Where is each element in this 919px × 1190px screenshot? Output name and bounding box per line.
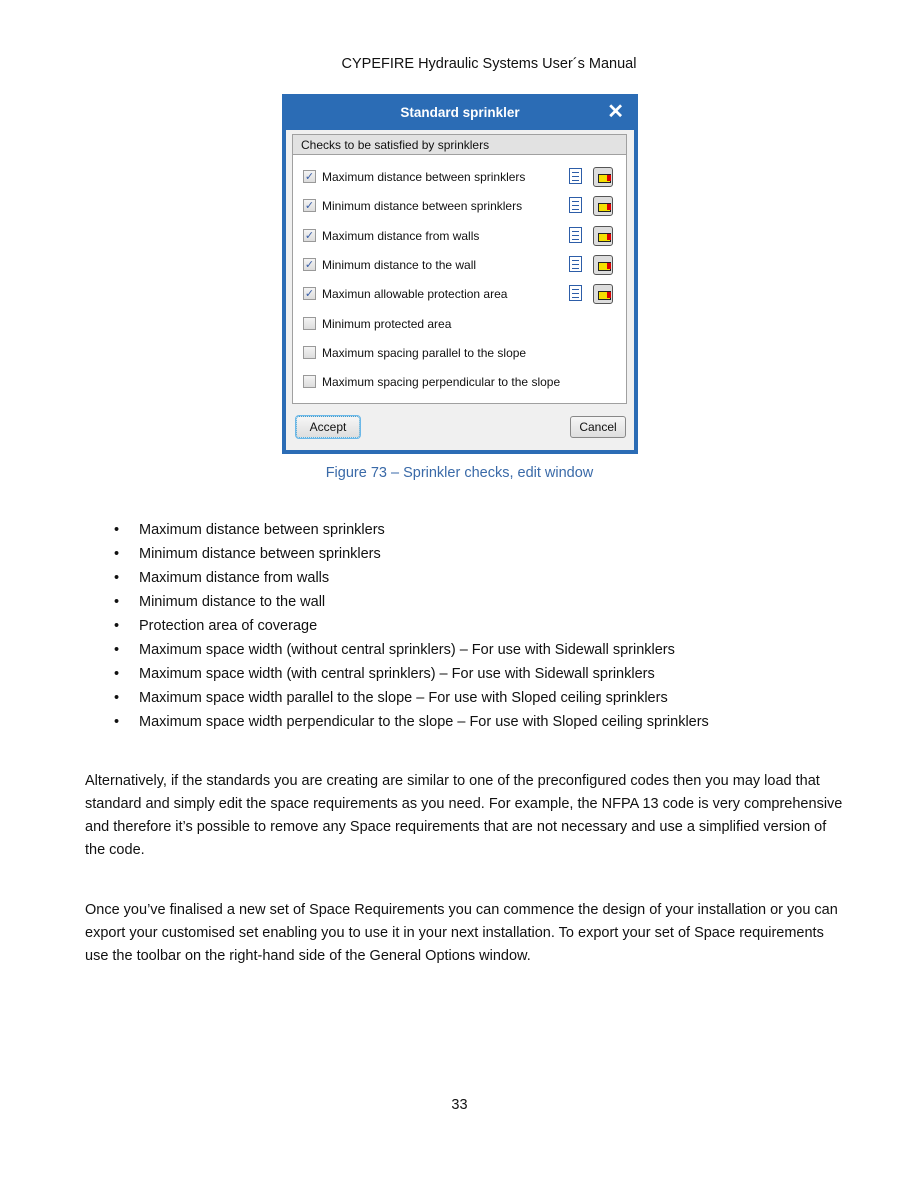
paragraph: Alternatively, if the standards you are creating are similar to one of the preconfigured codes then you may load that standard and simply edit the space requirements as you need. For example, the NFPA 13 code is very comprehensive and therefore it’s possible to remove any Space requirements that are not necessary and use a simplified version of the code. xyxy=(85,773,843,858)
bullet-icon: • xyxy=(114,618,120,634)
check-row xyxy=(303,196,623,216)
edit-icon[interactable] xyxy=(593,284,613,304)
bullet-icon: • xyxy=(114,642,120,658)
checkbox[interactable] xyxy=(303,346,316,359)
list-item-text: Minimum distance between sprinklers xyxy=(139,546,381,562)
document-icon[interactable] xyxy=(569,197,582,213)
document-icon[interactable] xyxy=(569,285,582,301)
check-row xyxy=(303,372,623,392)
paragraph: Once you’ve finalised a new set of Space Requirements you can commence the design of your installation or you can export your customised set enabling you to use it in your next installation. To export your set of Space requirements use the toolbar on the right-hand side of the General Options window. xyxy=(85,902,838,964)
list-item-text: Maximum distance between sprinklers xyxy=(139,522,385,538)
bullet-icon: • xyxy=(114,594,120,610)
document-icon[interactable] xyxy=(569,168,582,184)
checks-group xyxy=(292,134,627,404)
checkbox[interactable]: ✓ xyxy=(304,258,315,271)
check-label[interactable]: Maximum distance from walls xyxy=(322,228,480,243)
check-label[interactable]: Maximum spacing parallel to the slope xyxy=(322,345,527,360)
check-label[interactable]: Minimum distance between sprinklers xyxy=(322,199,523,214)
list-item-text: Maximum space width (without central sprinklers) – For use with Sidewall sprinklers xyxy=(139,642,675,658)
check-row xyxy=(303,284,623,304)
group-title: Checks to be satisfied by sprinklers xyxy=(293,135,626,155)
list-item-text: Minimum distance to the wall xyxy=(139,594,326,610)
checkbox[interactable]: ✓ xyxy=(304,171,315,183)
checkbox[interactable]: ✓ xyxy=(304,229,315,242)
document-icon[interactable] xyxy=(569,256,582,272)
checkbox[interactable]: ✓ xyxy=(304,288,315,301)
accept-button[interactable]: Accept xyxy=(296,416,360,438)
document-icon[interactable] xyxy=(569,227,582,243)
list-item-text: Maximum distance from walls xyxy=(139,570,330,586)
page-number: 33 xyxy=(451,1097,468,1113)
check-row xyxy=(303,255,623,275)
dialog-titlebar xyxy=(282,94,638,130)
check-row xyxy=(303,314,623,334)
bullet-icon: • xyxy=(114,546,120,562)
page-header: CYPEFIRE Hydraulic Systems User´s Manual xyxy=(341,56,637,72)
bullet-icon: • xyxy=(114,666,120,682)
check-label[interactable]: Maximum spacing perpendicular to the slope xyxy=(322,375,561,390)
check-label[interactable]: Minimum distance to the wall xyxy=(322,257,477,272)
edit-icon[interactable] xyxy=(593,255,613,275)
check-row xyxy=(303,167,623,187)
bullet-icon: • xyxy=(114,570,120,586)
dialog-title: Standard sprinkler xyxy=(400,105,520,120)
standard-sprinkler-dialog xyxy=(282,94,638,454)
checkbox[interactable] xyxy=(303,375,316,388)
check-label[interactable]: Maximum distance between sprinklers xyxy=(322,170,526,184)
cancel-button[interactable]: Cancel xyxy=(570,416,626,438)
check-row xyxy=(303,226,623,246)
close-icon[interactable]: ✕ xyxy=(607,101,624,123)
edit-icon[interactable] xyxy=(593,167,613,187)
list-item-text: Maximum space width perpendicular to the slope – For use with Sloped ceiling sprinklers xyxy=(139,714,709,730)
bullet-icon: • xyxy=(114,714,120,730)
list-item-text: Maximum space width (with central sprinklers) – For use with Sidewall sprinklers xyxy=(139,666,655,682)
edit-icon[interactable] xyxy=(593,226,613,246)
checkbox[interactable] xyxy=(303,317,316,330)
list-item-text: Protection area of coverage xyxy=(139,618,318,634)
bullet-icon: • xyxy=(114,522,120,538)
dialog-body xyxy=(286,130,634,450)
checkbox[interactable]: ✓ xyxy=(304,200,315,213)
bullet-icon: • xyxy=(114,690,120,706)
check-row xyxy=(303,343,623,363)
edit-icon[interactable] xyxy=(593,196,613,216)
list-item-text: Maximum space width parallel to the slope – For use with Sloped ceiling sprinklers xyxy=(139,690,668,706)
figure-caption: Figure 73 – Sprinkler checks, edit window xyxy=(325,465,594,481)
check-label[interactable]: Minimum protected area xyxy=(322,316,452,331)
check-label[interactable]: Maximun allowable protection area xyxy=(322,287,508,302)
